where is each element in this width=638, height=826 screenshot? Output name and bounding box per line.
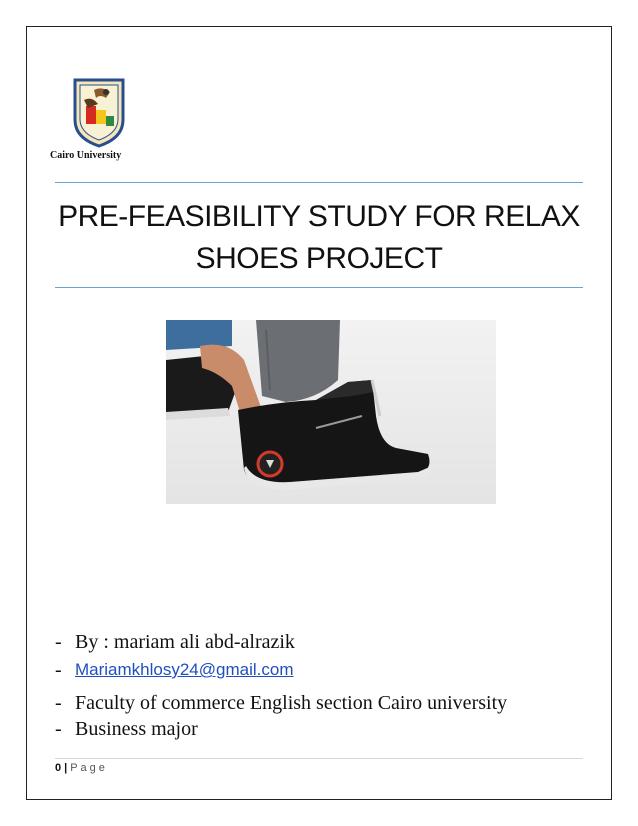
author-text: By : mariam ali abd-alrazik	[75, 631, 295, 653]
bullet-dash: -	[55, 692, 62, 714]
email-item	[55, 656, 595, 686]
major-text: Business major	[75, 718, 198, 740]
page-label: Page	[70, 762, 108, 774]
title-line-2: SHOES PROJECT	[195, 242, 443, 275]
author-info-list	[55, 628, 595, 742]
bullet-dash: -	[55, 718, 62, 740]
university-logo	[50, 76, 142, 168]
major-item	[55, 716, 595, 742]
footer-rule	[55, 758, 583, 759]
faculty-item	[55, 690, 595, 716]
title-top-rule	[55, 182, 583, 183]
faculty-text: Faculty of commerce English section Cairo university	[75, 692, 508, 714]
shoe-photo-icon	[166, 320, 496, 504]
page-number: 0	[55, 762, 62, 774]
title-bottom-rule	[55, 287, 583, 288]
author-item	[55, 628, 595, 656]
page-footer	[55, 762, 108, 774]
bullet-dash: -	[55, 659, 62, 681]
email-link[interactable]: Mariamkhlosy24@gmail.com	[75, 660, 294, 679]
logo-caption: Cairo University	[50, 150, 122, 161]
cairo-university-logo-icon	[72, 78, 126, 148]
title-line-1: PRE-FEASIBILITY STUDY FOR RELAX	[58, 200, 580, 233]
footer-separator: |	[64, 762, 68, 774]
document-title	[55, 196, 583, 280]
bullet-dash: -	[55, 631, 62, 653]
